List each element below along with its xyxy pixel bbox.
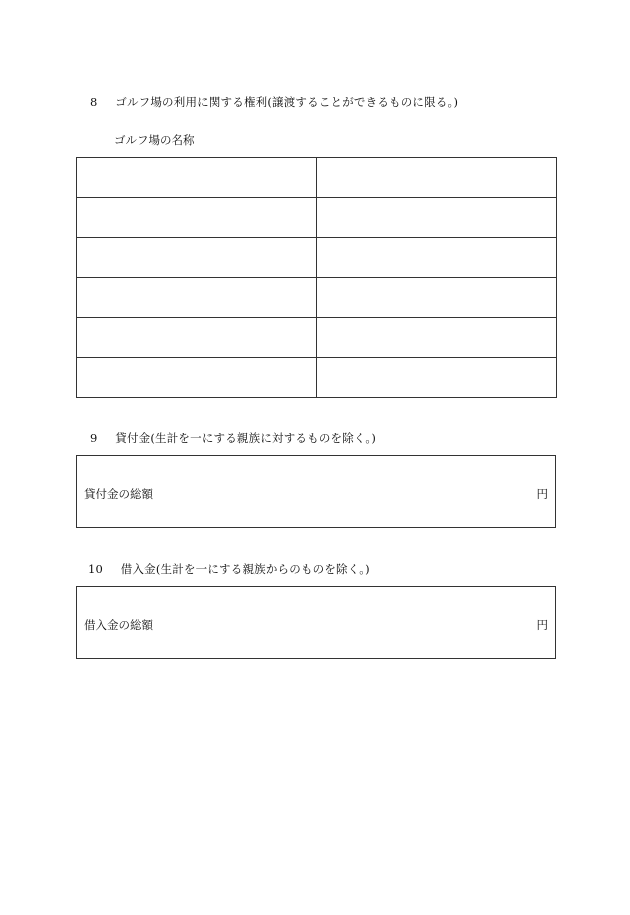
table-row — [77, 158, 557, 198]
golf-course-name-cell[interactable] — [317, 318, 557, 358]
table-row — [77, 358, 557, 398]
golf-course-name-cell[interactable] — [317, 198, 557, 238]
section-9-title: 貸付金(生計を一にする親族に対するものを除く。) — [115, 431, 377, 445]
section-10-number: 10 — [88, 562, 104, 576]
golf-course-name-cell[interactable] — [77, 278, 317, 318]
golf-course-name-cell[interactable] — [317, 358, 557, 398]
golf-course-name-cell[interactable] — [317, 238, 557, 278]
loan-receivable-total-label: 貸付金の総額 — [84, 487, 153, 501]
golf-course-name-label: ゴルフ場の名称 — [114, 133, 195, 147]
golf-course-name-cell[interactable] — [77, 238, 317, 278]
borrowing-total-label: 借入金の総額 — [84, 618, 153, 632]
golf-course-name-cell[interactable] — [317, 278, 557, 318]
section-9-heading — [90, 430, 376, 446]
golf-course-table — [76, 157, 557, 398]
table-row — [77, 238, 557, 278]
section-10-heading — [88, 561, 370, 577]
section-8-heading — [90, 94, 458, 110]
table-row — [77, 278, 557, 318]
loan-receivable-total-box[interactable] — [76, 455, 556, 528]
golf-course-name-cell[interactable] — [77, 318, 317, 358]
section-9-number: 9 — [90, 431, 98, 445]
borrowing-unit: 円 — [536, 618, 548, 632]
golf-course-name-cell[interactable] — [317, 158, 557, 198]
table-row — [77, 198, 557, 238]
golf-course-name-cell[interactable] — [77, 158, 317, 198]
section-8-number: 8 — [90, 95, 98, 109]
golf-course-name-cell[interactable] — [77, 358, 317, 398]
section-10-title: 借入金(生計を一にする親族からのものを除く。) — [120, 562, 370, 576]
section-8-title: ゴルフ場の利用に関する権利(譲渡することができるものに限る。) — [115, 95, 459, 109]
table-row — [77, 318, 557, 358]
golf-course-name-cell[interactable] — [77, 198, 317, 238]
loan-receivable-unit: 円 — [536, 487, 548, 501]
borrowing-total-box[interactable] — [76, 586, 556, 659]
